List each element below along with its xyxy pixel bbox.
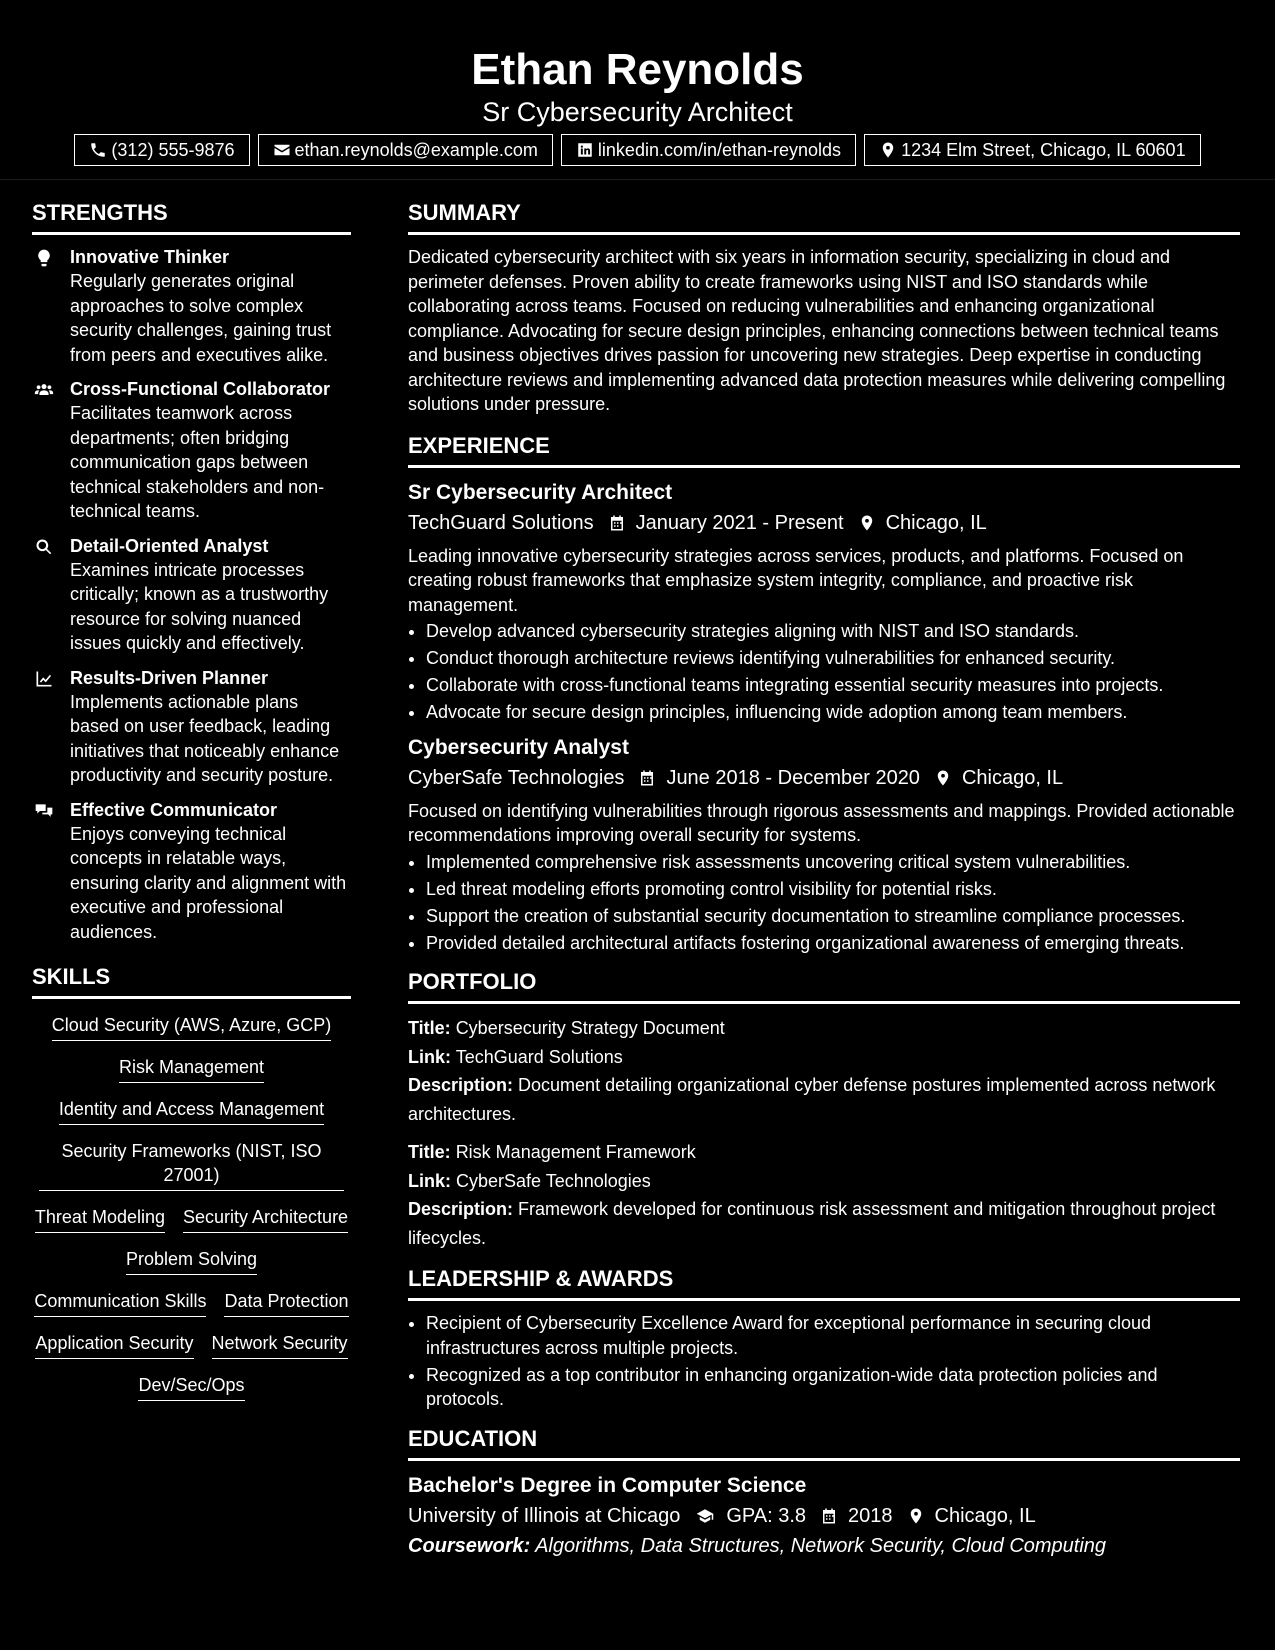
- linkedin-icon: [576, 141, 594, 159]
- list-item: • Develop advanced cybersecurity strategies aligning with NIST and ISO standards.: [426, 619, 1240, 644]
- coursework-text: Algorithms, Data Structures, Network Security, Cloud Computing: [535, 1534, 1107, 1557]
- job-meta: [408, 763, 1240, 793]
- school-location-text: Chicago, IL: [934, 1504, 1036, 1527]
- list-item: • Conduct thorough architecture reviews identifying vulnerabilities for enhanced security.: [426, 646, 1240, 671]
- calendar-icon: [638, 769, 656, 787]
- degree: Bachelor's Degree in Computer Science: [408, 1473, 807, 1497]
- job-location-text: Chicago, IL: [885, 511, 987, 534]
- skill-tag: Security Frameworks (NIST, ISO 27001): [39, 1139, 344, 1191]
- job-description: Focused on identifying vulnerabilities through rigorous assessments and mappings. Provided actionable recommendations improving overall security for systems.: [408, 800, 1235, 845]
- skill-tag: Security Architecture: [183, 1205, 348, 1233]
- list-item: • Collaborate with cross-functional teams integrating essential security measures into projects.: [426, 673, 1240, 698]
- strength-desc: Examines intricate processes critically; known as a trustworthy resource for solving nuanced issues quickly and effectively.: [70, 559, 329, 653]
- summary-text: Dedicated cybersecurity architect with six years in information security, specializing in cloud and perimeter defenses. Proven ability to create frameworks using NIST and ISO standards while collaborating across teams. Focused on reducing vulnerabilities and enhancing organizational compliance. Advocating for secure design principles, enhancing connections between technical teams and business objectives drives passion for uncovering new strategies. Deep expertise in conducting architecture reviews and implementing advanced data protection measures while delivering compelling solutions under pressure.: [408, 247, 1226, 414]
- leadership-heading: LEADERSHIP & AWARDS: [408, 1262, 1240, 1301]
- job-title: Cybersecurity Analyst: [408, 735, 629, 759]
- calendar-icon: [820, 1507, 838, 1525]
- gpa-text: GPA: 3.8: [726, 1504, 807, 1527]
- job-company: CyberSafe Technologies: [408, 766, 625, 789]
- portfolio-desc-line: [408, 1071, 1240, 1128]
- users-icon: [32, 377, 70, 524]
- list-item: • Provided detailed architectural artifacts fostering organizational awareness of emerging threats.: [426, 931, 1240, 956]
- skill-tag: Cloud Security (AWS, Azure, GCP): [52, 1013, 331, 1041]
- map-pin-icon: [934, 769, 952, 787]
- list-item: • Implemented comprehensive risk assessments uncovering critical system vulnerabilities.: [426, 850, 1240, 875]
- candidate-title: Sr Cybersecurity Architect: [482, 97, 793, 127]
- portfolio-desc-label: Description:: [408, 1199, 514, 1219]
- search-icon: [32, 534, 70, 656]
- job-dates: [638, 763, 920, 793]
- envelope-icon: [273, 141, 291, 159]
- strength-title: Cross-Functional Collaborator: [70, 379, 331, 399]
- job-dates: [608, 508, 844, 538]
- address-contact[interactable]: [864, 134, 1201, 166]
- portfolio-link-label: Link:: [408, 1170, 451, 1191]
- skill-tag: Communication Skills: [34, 1289, 206, 1317]
- job-bullets: [408, 850, 1240, 956]
- chart-line-icon: [32, 666, 70, 788]
- portfolio-desc-label: Description:: [408, 1075, 514, 1095]
- experience-heading: EXPERIENCE: [408, 429, 1240, 468]
- grad-year-text: 2018: [848, 1504, 893, 1527]
- education-heading: EDUCATION: [408, 1422, 1240, 1461]
- skill-tag: Dev/Sec/Ops: [138, 1373, 244, 1401]
- job-location: [858, 508, 987, 538]
- job-entry: [408, 733, 1240, 956]
- portfolio-link-line: [408, 1043, 1240, 1072]
- job-location-text: Chicago, IL: [961, 766, 1064, 789]
- address-text: 1234 Elm Street, Chicago, IL 60601: [901, 139, 1186, 160]
- skill-tag: Application Security: [35, 1331, 193, 1359]
- strength-item: [32, 534, 351, 656]
- gpa: [694, 1501, 806, 1531]
- job-description: Leading innovative cybersecurity strategies across services, products, and platforms. Focused on creating robust frameworks that emphasize system integrity, compliance, and proactive risk management.: [408, 545, 1184, 615]
- strength-desc: Facilitates teamwork across departments; often bridging communication gaps between technical stakeholders and non-technical teams.: [70, 403, 325, 521]
- skill-tag: Risk Management: [119, 1055, 264, 1083]
- left-column: [32, 196, 351, 1401]
- skill-tag: Data Protection: [224, 1289, 348, 1317]
- strength-title: Innovative Thinker: [70, 247, 230, 267]
- phone-icon: [89, 141, 107, 159]
- lightbulb-icon: [32, 245, 70, 367]
- job-bullets: [408, 619, 1240, 725]
- strengths-heading: STRENGTHS: [32, 196, 351, 235]
- leadership-list: [408, 1311, 1240, 1412]
- portfolio-link[interactable]: TechGuard Solutions: [455, 1046, 623, 1067]
- list-item: • Led threat modeling efforts promoting control visibility for potential risks.: [426, 877, 1240, 902]
- contact-bar: [0, 134, 1275, 166]
- strength-title: Results-Driven Planner: [70, 667, 269, 688]
- coursework: [408, 1531, 1240, 1561]
- email-text: ethan.reynolds@example.com: [294, 139, 538, 160]
- school-location: [907, 1501, 1036, 1531]
- job-company: TechGuard Solutions: [408, 511, 594, 534]
- strength-title: Effective Communicator: [70, 799, 278, 820]
- portfolio-title-label: Title:: [408, 1018, 451, 1038]
- list-item: • Advocate for secure design principles, influencing wide adoption among team members.: [426, 700, 1240, 725]
- skill-tag: Threat Modeling: [35, 1205, 165, 1233]
- phone-contact[interactable]: [74, 134, 249, 166]
- map-pin-icon: [879, 141, 897, 159]
- candidate-name: Ethan Reynolds: [471, 45, 804, 94]
- comments-icon: [32, 798, 70, 945]
- job-title: Sr Cybersecurity Architect: [408, 480, 673, 504]
- phone-text: (312) 555-9876: [111, 139, 235, 160]
- portfolio-heading: PORTFOLIO: [408, 965, 1240, 1004]
- job-dates-text: January 2021 - Present: [635, 511, 844, 534]
- calendar-icon: [608, 514, 626, 532]
- portfolio-title-line: [408, 1138, 1240, 1167]
- list-item: • Recipient of Cybersecurity Excellence Award for exceptional performance in securing cloud infrastructures across multiple projects.: [426, 1311, 1240, 1360]
- grad-year: [820, 1501, 893, 1531]
- portfolio-link-label: Link:: [408, 1046, 451, 1067]
- education-meta: [408, 1501, 1240, 1531]
- strength-item: [32, 666, 351, 788]
- strength-title: Detail-Oriented Analyst: [70, 535, 269, 556]
- portfolio-link[interactable]: CyberSafe Technologies: [456, 1170, 651, 1191]
- resume-header: [0, 0, 1275, 180]
- strength-desc: Enjoys conveying technical concepts in relatable ways, ensuring clarity and alignment with executive and professional audiences.: [70, 823, 347, 942]
- strength-item: [32, 377, 351, 524]
- skill-tag: Problem Solving: [126, 1247, 257, 1275]
- map-pin-icon: [907, 1507, 925, 1525]
- email-contact[interactable]: [258, 134, 553, 166]
- portfolio-title-label: Title:: [408, 1142, 451, 1162]
- job-entry: [408, 478, 1240, 725]
- portfolio-desc: Framework developed for continuous risk assessment and mitigation throughout project lifecycles.: [408, 1199, 1216, 1248]
- job-dates-text: June 2018 - December 2020: [666, 766, 920, 789]
- strength-item: [32, 798, 351, 945]
- skills-list: [32, 1009, 351, 1401]
- linkedin-contact[interactable]: [561, 134, 856, 166]
- portfolio-title: Risk Management Framework: [455, 1142, 696, 1162]
- portfolio-item: [408, 1138, 1240, 1252]
- portfolio-item: [408, 1014, 1240, 1128]
- strength-item: [32, 245, 351, 367]
- school: University of Illinois at Chicago: [408, 1504, 681, 1527]
- portfolio-title: Cybersecurity Strategy Document: [455, 1018, 725, 1038]
- portfolio-desc: Document detailing organizational cyber defense postures implemented across network architectures.: [408, 1075, 1216, 1124]
- job-meta: [408, 508, 1240, 538]
- skill-tag: Network Security: [212, 1331, 348, 1359]
- skill-tag: Identity and Access Management: [59, 1097, 324, 1125]
- strength-desc: Regularly generates original approaches to solve complex security challenges, gaining trust from peers and executives alike.: [70, 271, 332, 365]
- list-item: • Recognized as a top contributor in enhancing organization-wide data protection policies and protocols.: [426, 1363, 1240, 1412]
- job-location: [934, 763, 1063, 793]
- strength-desc: Implements actionable plans based on user feedback, leading initiatives that noticeably enhance productivity and security posture.: [70, 691, 340, 785]
- map-pin-icon: [858, 514, 876, 532]
- summary-heading: SUMMARY: [408, 196, 1240, 235]
- coursework-label: Coursework:: [408, 1534, 531, 1557]
- graduation-cap-icon: [694, 1507, 716, 1525]
- right-column: [408, 196, 1240, 1561]
- list-item: • Support the creation of substantial security documentation to streamline compliance processes.: [426, 904, 1240, 929]
- portfolio-desc-line: [408, 1195, 1240, 1252]
- portfolio-link-line: [408, 1167, 1240, 1196]
- skills-heading: SKILLS: [32, 960, 351, 999]
- linkedin-text: linkedin.com/in/ethan-reynolds: [597, 139, 842, 160]
- portfolio-title-line: [408, 1014, 1240, 1043]
